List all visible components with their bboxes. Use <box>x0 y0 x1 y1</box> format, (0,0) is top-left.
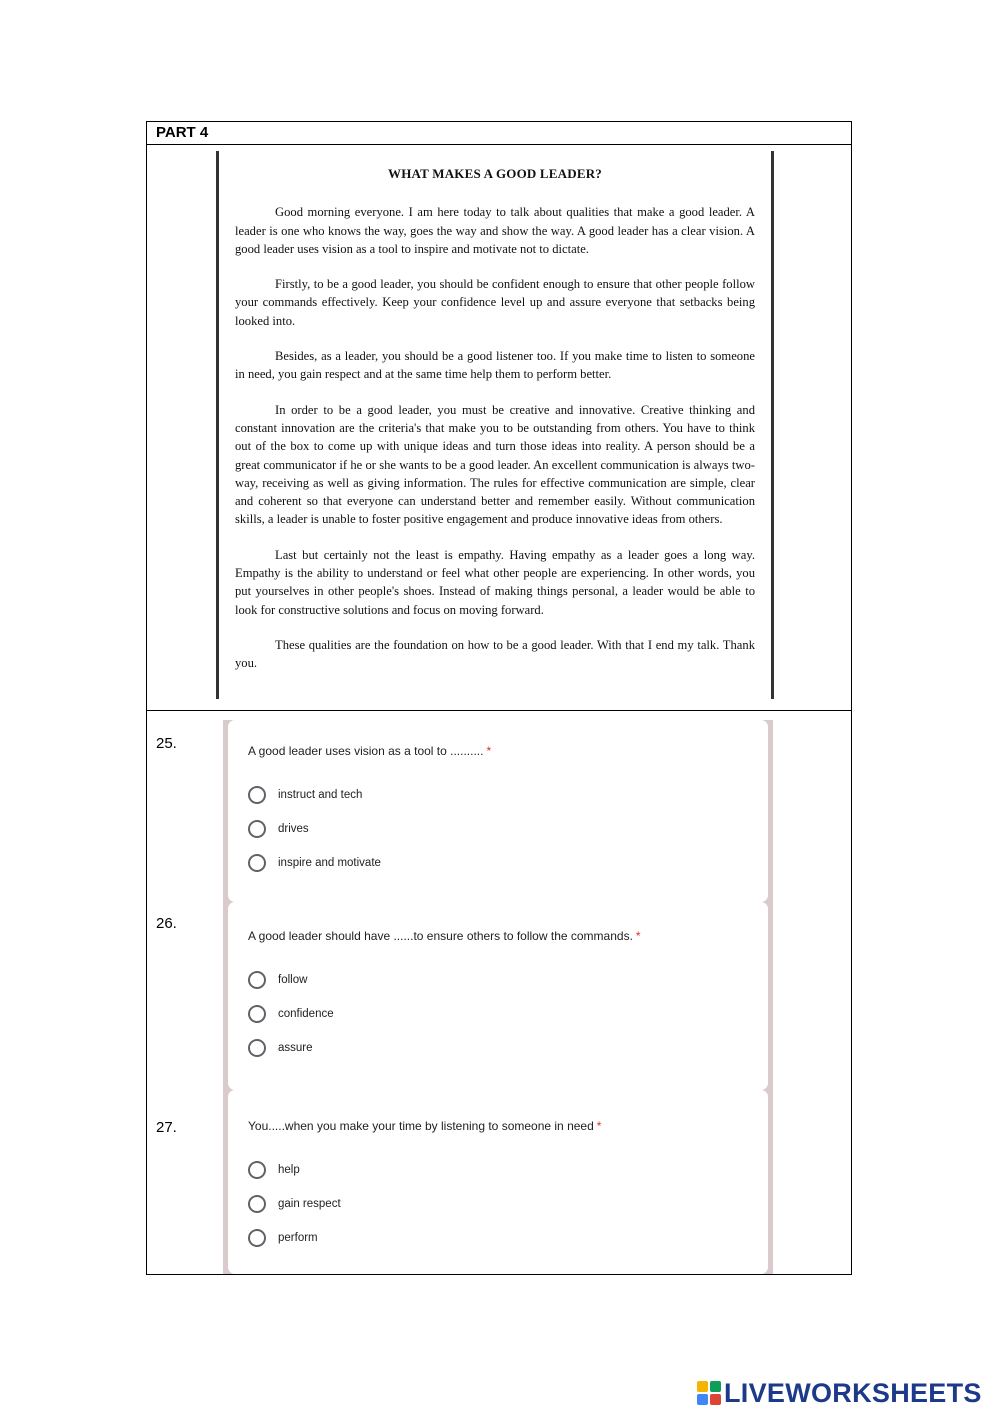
option-label: assure <box>278 1042 313 1054</box>
option-label: follow <box>278 974 308 986</box>
radio-button[interactable] <box>248 820 266 838</box>
radio-button[interactable] <box>248 971 266 989</box>
required-asterisk: * <box>486 744 492 758</box>
option-inspire-and-motivate[interactable] <box>248 846 748 880</box>
logo-tile <box>697 1381 708 1392</box>
passage-paragraph: In order to be a good leader, you must be creative and innovative. Creative thinking and constant innovation are the criteria's that make you to be outstanding from others. You have to think out of the box to come up with unique ideas and turn those ideas into reality. A person should be a great communicator if he or she wants to be a good leader. An excellent communication is always two-way, receiving as well as giving information. The rules for effective communication are simple, clear and coherent so that everyone can understand better and remember easily. Without communication skills, a leader is unable to foster positive engagement and produce innovative ideas from others. <box>235 402 755 527</box>
passage-paragraph: These qualities are the foundation on how to be a good leader. With that I end my talk. Thank you. <box>235 637 755 671</box>
passage-row <box>147 145 851 711</box>
question-prompt: A good leader uses vision as a tool to .......... <box>248 744 484 758</box>
question-27-frame <box>223 1090 773 1274</box>
option-follow[interactable] <box>248 963 748 997</box>
question-prompt: A good leader should have ......to ensure others to follow the commands. <box>248 929 633 943</box>
passage-paragraph: Good morning everyone. I am here today to talk about qualities that make a good leader. A leader is one who knows the way, goes the way and show the way. A good leader has a clear vision. A good leader uses vision as a tool to inspire and motivate not to dictate. <box>235 205 755 256</box>
required-asterisk: * <box>596 1119 602 1133</box>
part-title: PART 4 <box>147 122 851 145</box>
option-label: confidence <box>278 1008 334 1020</box>
radio-button[interactable] <box>248 854 266 872</box>
option-help[interactable] <box>248 1153 748 1187</box>
option-drives[interactable] <box>248 812 748 846</box>
question-26-text <box>248 929 748 943</box>
radio-button[interactable] <box>248 1229 266 1247</box>
question-number-26: 26. <box>156 915 177 932</box>
question-27-card <box>228 1090 768 1274</box>
question-27-text <box>248 1119 748 1133</box>
passage-paragraph: Last but certainly not the least is empathy. Having empathy as a leader goes a long way. Empathy is the ability to understand or feel what other people are experiencing. In other words, you put yourselves in other people's shoes. Instead of making things personal, a leader would be able to look for constructive solutions and focus on moving forward. <box>235 547 755 617</box>
passage-title: WHAT MAKES A GOOD LEADER? <box>388 166 602 181</box>
option-assure[interactable] <box>248 1031 748 1065</box>
option-gain-respect[interactable] <box>248 1187 748 1221</box>
passage-paragraph: Besides, as a leader, you should be a good listener too. If you make time to listen to someone in need, you gain respect and at the same time help them to perform better. <box>235 349 755 382</box>
question-25-text <box>248 744 748 758</box>
question-25-frame <box>223 720 773 902</box>
question-26-frame <box>223 902 773 1090</box>
option-label: help <box>278 1164 300 1176</box>
logo-mark-icon <box>697 1381 721 1405</box>
question-25-card <box>228 720 768 902</box>
option-label: perform <box>278 1232 318 1244</box>
question-number-25: 25. <box>156 735 177 752</box>
option-instruct-and-tech[interactable] <box>248 778 748 812</box>
question-prompt: You.....when you make your time by listening to someone in need <box>248 1119 594 1133</box>
logo-text: LIVEWORKSHEETS <box>724 1377 982 1408</box>
worksheet-table <box>146 121 852 1275</box>
radio-button[interactable] <box>248 1195 266 1213</box>
option-label: drives <box>278 823 309 835</box>
logo-tile <box>710 1381 721 1392</box>
option-label: gain respect <box>278 1198 341 1210</box>
option-label: instruct and tech <box>278 789 363 801</box>
question-26-card <box>228 902 768 1090</box>
question-number-27: 27. <box>156 1119 177 1136</box>
radio-button[interactable] <box>248 1161 266 1179</box>
reading-passage <box>216 151 774 699</box>
radio-button[interactable] <box>248 786 266 804</box>
liveworksheets-logo <box>697 1377 982 1409</box>
logo-tile <box>697 1394 708 1405</box>
option-perform[interactable] <box>248 1221 748 1255</box>
radio-button[interactable] <box>248 1005 266 1023</box>
option-confidence[interactable] <box>248 997 748 1031</box>
option-label: inspire and motivate <box>278 857 381 869</box>
required-asterisk: * <box>635 929 641 943</box>
passage-paragraph: Firstly, to be a good leader, you should be confident enough to ensure that other people follow your commands effectively. Keep your confidence level up and assure everyone that setbacks being looked into. <box>235 277 755 328</box>
logo-tile <box>710 1394 721 1405</box>
radio-button[interactable] <box>248 1039 266 1057</box>
